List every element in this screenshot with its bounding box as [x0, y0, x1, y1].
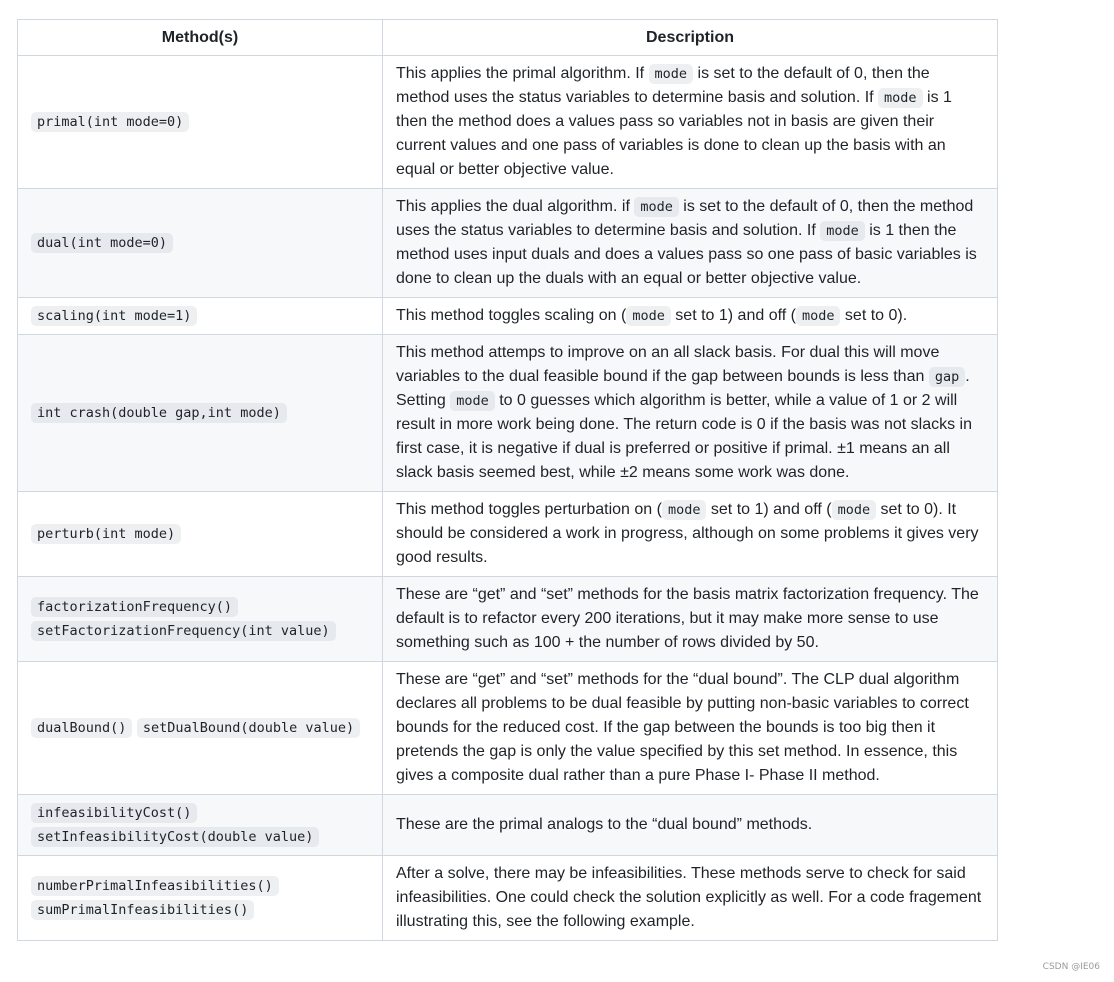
inline-code: mode: [450, 391, 495, 411]
method-cell: [18, 795, 383, 856]
description-text: is 1 then the method uses input duals and does a values pass so one pass of basic variables is done to clean up the duals with an equal or better objective value.: [396, 222, 977, 287]
method-cell: [18, 189, 383, 298]
method-code: sumPrimalInfeasibilities(): [31, 900, 254, 920]
inline-code: mode: [820, 221, 865, 241]
table-row: [18, 335, 998, 492]
inline-code: mode: [649, 64, 694, 84]
description-cell: [383, 662, 998, 795]
watermark: CSDN @IE06: [1042, 962, 1100, 972]
description-column-header: Description: [383, 20, 998, 56]
inline-code: mode: [878, 88, 923, 108]
method-code: primal(int mode=0): [31, 112, 189, 132]
method-code: setFactorizationFrequency(int value): [31, 621, 336, 641]
inline-code: mode: [832, 500, 877, 520]
table-row: [18, 189, 998, 298]
table-row: [18, 577, 998, 662]
inline-code: mode: [662, 500, 707, 520]
description-text: These are “get” and “set” methods for the basis matrix factorization frequency. The default is to refactor every 200 iterations, but it may make more sense to use something such as 100 + the number of rows divided by 50.: [396, 586, 979, 651]
table-row: [18, 795, 998, 856]
method-code: setInfeasibilityCost(double value): [31, 827, 319, 847]
description-cell: [383, 335, 998, 492]
table-header-row: [18, 20, 998, 56]
description-cell: [383, 56, 998, 189]
table-row: [18, 56, 998, 189]
description-text: to 0 guesses which algorithm is better, while a value of 1 or 2 will result in more work being done. The return code is 0 if the basis was not slacks in first case, it is negative if dual is preferred or positive if primal. ±1 means an all slack basis seemed best, while ±2 means some work was done.: [396, 392, 972, 481]
table-row: [18, 856, 998, 941]
method-code: scaling(int mode=1): [31, 306, 197, 326]
method-cell: [18, 335, 383, 492]
description-cell: [383, 856, 998, 941]
inline-code: mode: [626, 306, 671, 326]
description-cell: [383, 795, 998, 856]
table-row: [18, 298, 998, 335]
method-cell: [18, 56, 383, 189]
description-text: This method attemps to improve on an all slack basis. For dual this will move variables to the dual feasible bound if the gap between bounds is less than: [396, 344, 940, 385]
description-text: After a solve, there may be infeasibilities. These methods serve to check for said infeasibilities. One could check the solution explicitly as well. For a code fragement illustrating this, see the following example.: [396, 865, 982, 930]
description-text: set to 1) and off (: [706, 501, 832, 518]
description-text: These are “get” and “set” methods for the “dual bound”. The CLP dual algorithm declares all problems to be dual feasible by putting non-basic variables to correct bounds for the reduced cost. If the gap between the bounds is too big then it pretends the gap is only the value specified by this set method. In essence, this gives a composite dual rather than a pure Phase I- Phase II method.: [396, 671, 969, 784]
method-code: perturb(int mode): [31, 524, 181, 544]
description-text: This method toggles scaling on (: [396, 307, 627, 324]
description-text: set to 1) and off (: [670, 307, 796, 324]
method-code: factorizationFrequency(): [31, 597, 238, 617]
method-cell: [18, 662, 383, 795]
method-column-header: Method(s): [18, 20, 383, 56]
description-text: . Setting: [396, 368, 970, 409]
method-code: setDualBound(double value): [137, 718, 360, 738]
method-code: dual(int mode=0): [31, 233, 173, 253]
method-code: numberPrimalInfeasibilities(): [31, 876, 279, 896]
method-code: dualBound(): [31, 718, 132, 738]
method-code: int crash(double gap,int mode): [31, 403, 287, 423]
table-row: [18, 492, 998, 577]
method-cell: [18, 492, 383, 577]
inline-code: mode: [796, 306, 841, 326]
description-cell: [383, 189, 998, 298]
description-text: This applies the dual algorithm. if: [396, 198, 635, 215]
description-text: This applies the primal algorithm. If: [396, 65, 649, 82]
description-cell: [383, 577, 998, 662]
description-text: set to 0).: [840, 307, 908, 324]
table-row: [18, 662, 998, 795]
description-text: is set to the default of 0, then the method uses the status variables to determine basis and solution. If: [396, 65, 930, 106]
method-cell: [18, 577, 383, 662]
description-text: set to 0). It should be considered a work in progress, although on some problems it gives very good results.: [396, 501, 979, 566]
description-cell: [383, 492, 998, 577]
description-text: These are the primal analogs to the “dual bound” methods.: [396, 816, 813, 833]
description-text: is set to the default of 0, then the method uses the status variables to determine basis and solution. If: [396, 198, 974, 239]
method-code: infeasibilityCost(): [31, 803, 197, 823]
method-cell: [18, 856, 383, 941]
description-cell: [383, 298, 998, 335]
description-text: is 1 then the method does a values pass so variables not in basis are given their current values and one pass of variables is done to clean up the basis with an equal or better objective value.: [396, 89, 952, 178]
inline-code: gap: [929, 367, 965, 387]
description-text: This method toggles perturbation on (: [396, 501, 662, 518]
inline-code: mode: [634, 197, 679, 217]
method-cell: [18, 298, 383, 335]
methods-table: [17, 19, 998, 941]
